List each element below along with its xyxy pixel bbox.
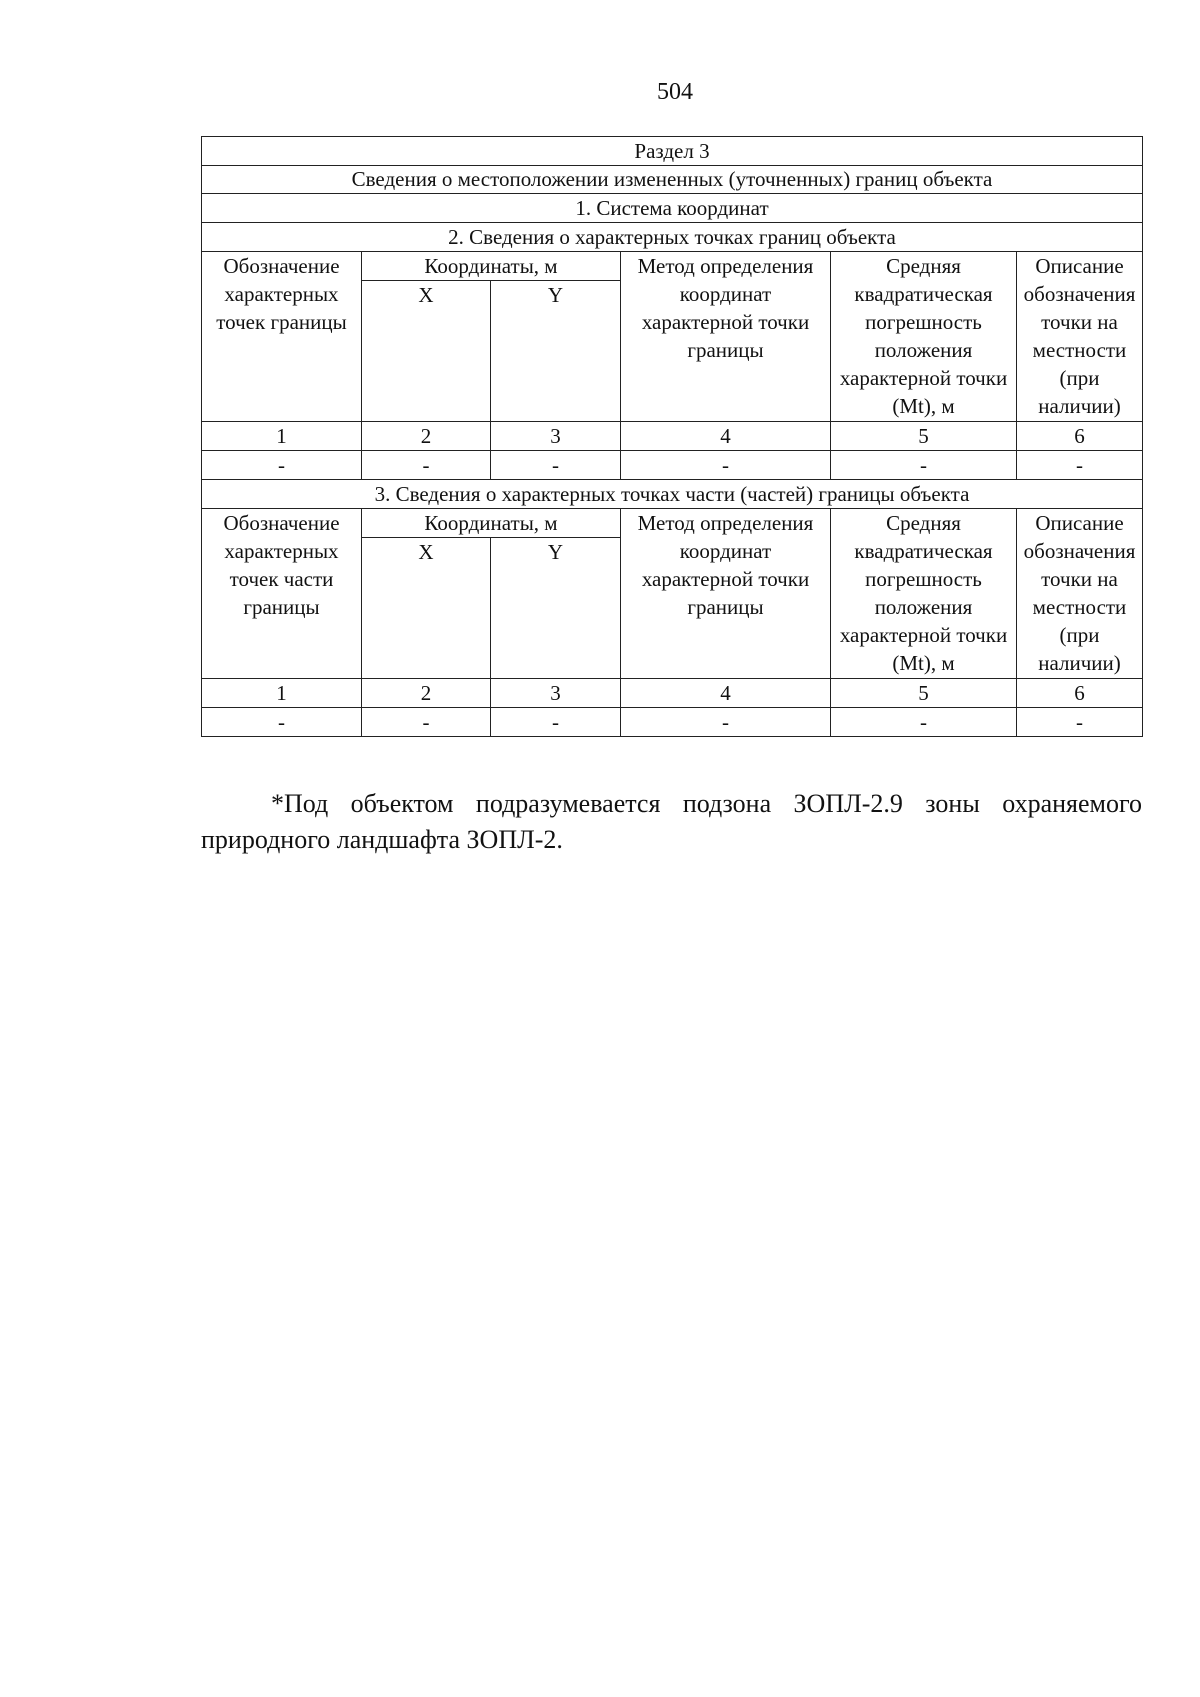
table-cell: - bbox=[362, 451, 491, 480]
column-number: 2 bbox=[362, 679, 491, 708]
header-coordinates: Координаты, м bbox=[362, 252, 621, 281]
header-method: Метод определения координат характерной точки границы bbox=[621, 252, 831, 422]
column-number: 6 bbox=[1017, 422, 1143, 451]
table-row bbox=[202, 451, 1143, 480]
table-cell: - bbox=[1017, 708, 1143, 737]
section-title: Раздел 3 bbox=[202, 137, 1143, 166]
table-header-row bbox=[202, 509, 1143, 538]
table-cell: - bbox=[491, 708, 621, 737]
column-number: 5 bbox=[831, 679, 1017, 708]
column-number: 1 bbox=[202, 422, 362, 451]
footnote: *Под объектом подразумевается подзона ЗОПЛ-2.9 зоны охраняемого природного ландшафта ЗОПЛ-2. bbox=[201, 789, 1142, 854]
header-y: Y bbox=[491, 538, 621, 679]
column-number: 4 bbox=[621, 679, 831, 708]
table-row bbox=[202, 137, 1143, 166]
table-cell: - bbox=[491, 451, 621, 480]
column-number: 1 bbox=[202, 679, 362, 708]
column-number: 3 bbox=[491, 422, 621, 451]
part2-title: 2. Сведения о характерных точках границ объекта bbox=[202, 223, 1143, 252]
header-method: Метод определения координат характерной точки границы bbox=[621, 509, 831, 679]
table-cell: - bbox=[831, 708, 1017, 737]
table-cell: - bbox=[621, 451, 831, 480]
boundary-table bbox=[201, 136, 1143, 737]
section-subtitle: Сведения о местоположении измененных (уточненных) границ объекта bbox=[202, 166, 1143, 194]
table-cell: - bbox=[621, 708, 831, 737]
column-number: 5 bbox=[831, 422, 1017, 451]
table-row bbox=[202, 166, 1143, 194]
header-x: X bbox=[362, 538, 491, 679]
header-error: Средняя квадратическая погрешность положения характерной точки (Mt), м bbox=[831, 252, 1017, 422]
table-row bbox=[202, 194, 1143, 223]
column-number: 6 bbox=[1017, 679, 1143, 708]
header-x: X bbox=[362, 281, 491, 422]
header-error: Средняя квадратическая погрешность положения характерной точки (Mt), м bbox=[831, 509, 1017, 679]
column-number-row bbox=[202, 422, 1143, 451]
column-number: 3 bbox=[491, 679, 621, 708]
coordinate-system-title: 1. Система координат bbox=[202, 194, 1143, 223]
header-description: Описание обозначения точки на местности (при наличии) bbox=[1017, 509, 1143, 679]
table-header-row bbox=[202, 252, 1143, 281]
column-number: 2 bbox=[362, 422, 491, 451]
table-cell: - bbox=[362, 708, 491, 737]
table-cell: - bbox=[1017, 451, 1143, 480]
header-designation: Обозначение характерных точек части границы bbox=[202, 509, 362, 679]
header-coordinates: Координаты, м bbox=[362, 509, 621, 538]
table-cell: - bbox=[831, 451, 1017, 480]
header-designation: Обозначение характерных точек границы bbox=[202, 252, 362, 422]
table-cell: - bbox=[202, 451, 362, 480]
part3-title: 3. Сведения о характерных точках части (частей) границы объекта bbox=[202, 480, 1143, 509]
header-y: Y bbox=[491, 281, 621, 422]
table-row bbox=[202, 223, 1143, 252]
header-description: Описание обозначения точки на местности (при наличии) bbox=[1017, 252, 1143, 422]
table-row bbox=[202, 480, 1143, 509]
column-number-row bbox=[202, 679, 1143, 708]
table-row bbox=[202, 708, 1143, 737]
column-number: 4 bbox=[621, 422, 831, 451]
table-cell: - bbox=[202, 708, 362, 737]
page-number: 504 bbox=[657, 79, 693, 105]
